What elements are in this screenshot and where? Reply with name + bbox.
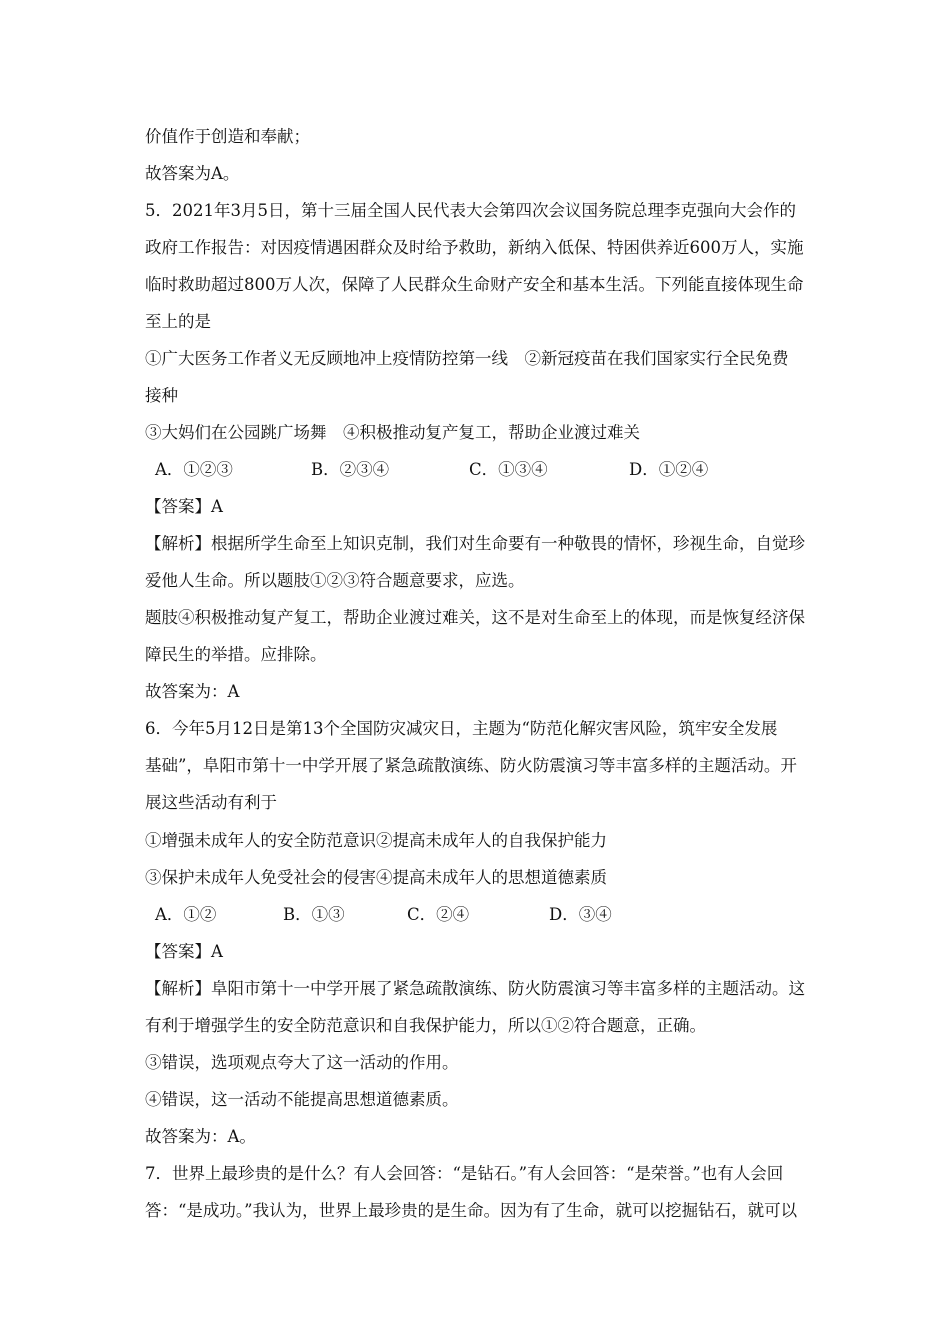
text-line: 爱他人生命。所以题肢①②③符合题意要求，应选。 bbox=[145, 571, 525, 590]
question-6-line: 6．今年5月12日是第13个全国防灾减灾日，主题为“防范化解灾害风险，筑牢安全发展 bbox=[145, 719, 778, 738]
text-line: 故答案为：A bbox=[145, 682, 240, 701]
option-b: B．②③④ bbox=[311, 460, 390, 479]
text-line: 展这些活动有利于 bbox=[145, 793, 277, 812]
text-line: ③保护未成年人免受社会的侵害④提高未成年人的思想道德素质 bbox=[145, 868, 607, 887]
text-line: 基础”，阜阳市第十一中学开展了紧急疏散演练、防火防震演习等丰富多样的主题活动。开 bbox=[145, 756, 797, 775]
text-line: 故答案为：A。 bbox=[145, 1127, 256, 1146]
analysis-line: 【解析】阜阳市第十一中学开展了紧急疏散演练、防火防震演习等丰富多样的主题活动。这 bbox=[145, 979, 805, 998]
text-line: 题肢④积极推动复产复工，帮助企业渡过难关，这不是对生命至上的体现，而是恢复经济保 bbox=[145, 608, 805, 627]
text-line: 临时救助超过800万人次，保障了人民群众生命财产安全和基本生活。下列能直接体现生命 bbox=[145, 275, 804, 294]
option-b: B．①③ bbox=[283, 905, 345, 924]
option-c: C．①③④ bbox=[469, 460, 548, 479]
analysis-line: 【解析】根据所学生命至上知识克制，我们对生命要有一种敬畏的情怀，珍视生命，自觉珍 bbox=[145, 534, 805, 553]
text-line: 至上的是 bbox=[145, 312, 211, 331]
text-line: 政府工作报告：对因疫情遇困群众及时给予救助，新纳入低保、特困供养近600万人，实施 bbox=[145, 238, 804, 257]
question-7-line: 7．世界上最珍贵的是什么？有人会回答：“是钻石。”有人会回答：“是荣誉。”也有人会回 bbox=[145, 1164, 784, 1183]
option-c: C．②④ bbox=[407, 905, 470, 924]
text-line: 有利于增强学生的安全防范意识和自我保护能力，所以①②符合题意，正确。 bbox=[145, 1016, 706, 1035]
text-line: 故答案为A。 bbox=[145, 164, 240, 183]
question-5-line: 5．2021年3月5日，第十三届全国人民代表大会第四次会议国务院总理李克强向大会作的 bbox=[145, 201, 796, 220]
option-d: D．①②④ bbox=[629, 460, 709, 479]
text-line: ①增强未成年人的安全防范意识②提高未成年人的自我保护能力 bbox=[145, 831, 607, 850]
text-line: 障民生的举措。应排除。 bbox=[145, 645, 327, 664]
text-line: 答：“是成功。”我认为，世界上最珍贵的是生命。因为有了生命，就可以挖掘钻石，就可以 bbox=[145, 1201, 798, 1220]
option-a: A．①② bbox=[155, 905, 217, 924]
answer-label: 【答案】A bbox=[145, 497, 223, 516]
question-6-options bbox=[155, 903, 810, 927]
text-line: 价值作于创造和奉献； bbox=[145, 127, 310, 146]
answer-label: 【答案】A bbox=[145, 942, 223, 961]
text-line: ④错误，这一活动不能提高思想道德素质。 bbox=[145, 1090, 459, 1109]
text-line: 接种 bbox=[145, 386, 178, 405]
text-line: ③大妈们在公园跳广场舞 ④积极推动复产复工，帮助企业渡过难关 bbox=[145, 423, 640, 442]
question-5-options bbox=[155, 458, 810, 482]
option-d: D．③④ bbox=[549, 905, 612, 924]
text-line: ①广大医务工作者义无反顾地冲上疫情防控第一线 ②新冠疫苗在我们国家实行全民免费 bbox=[145, 349, 789, 368]
option-a: A．①②③ bbox=[155, 460, 233, 479]
text-line: ③错误，选项观点夸大了这一活动的作用。 bbox=[145, 1053, 459, 1072]
